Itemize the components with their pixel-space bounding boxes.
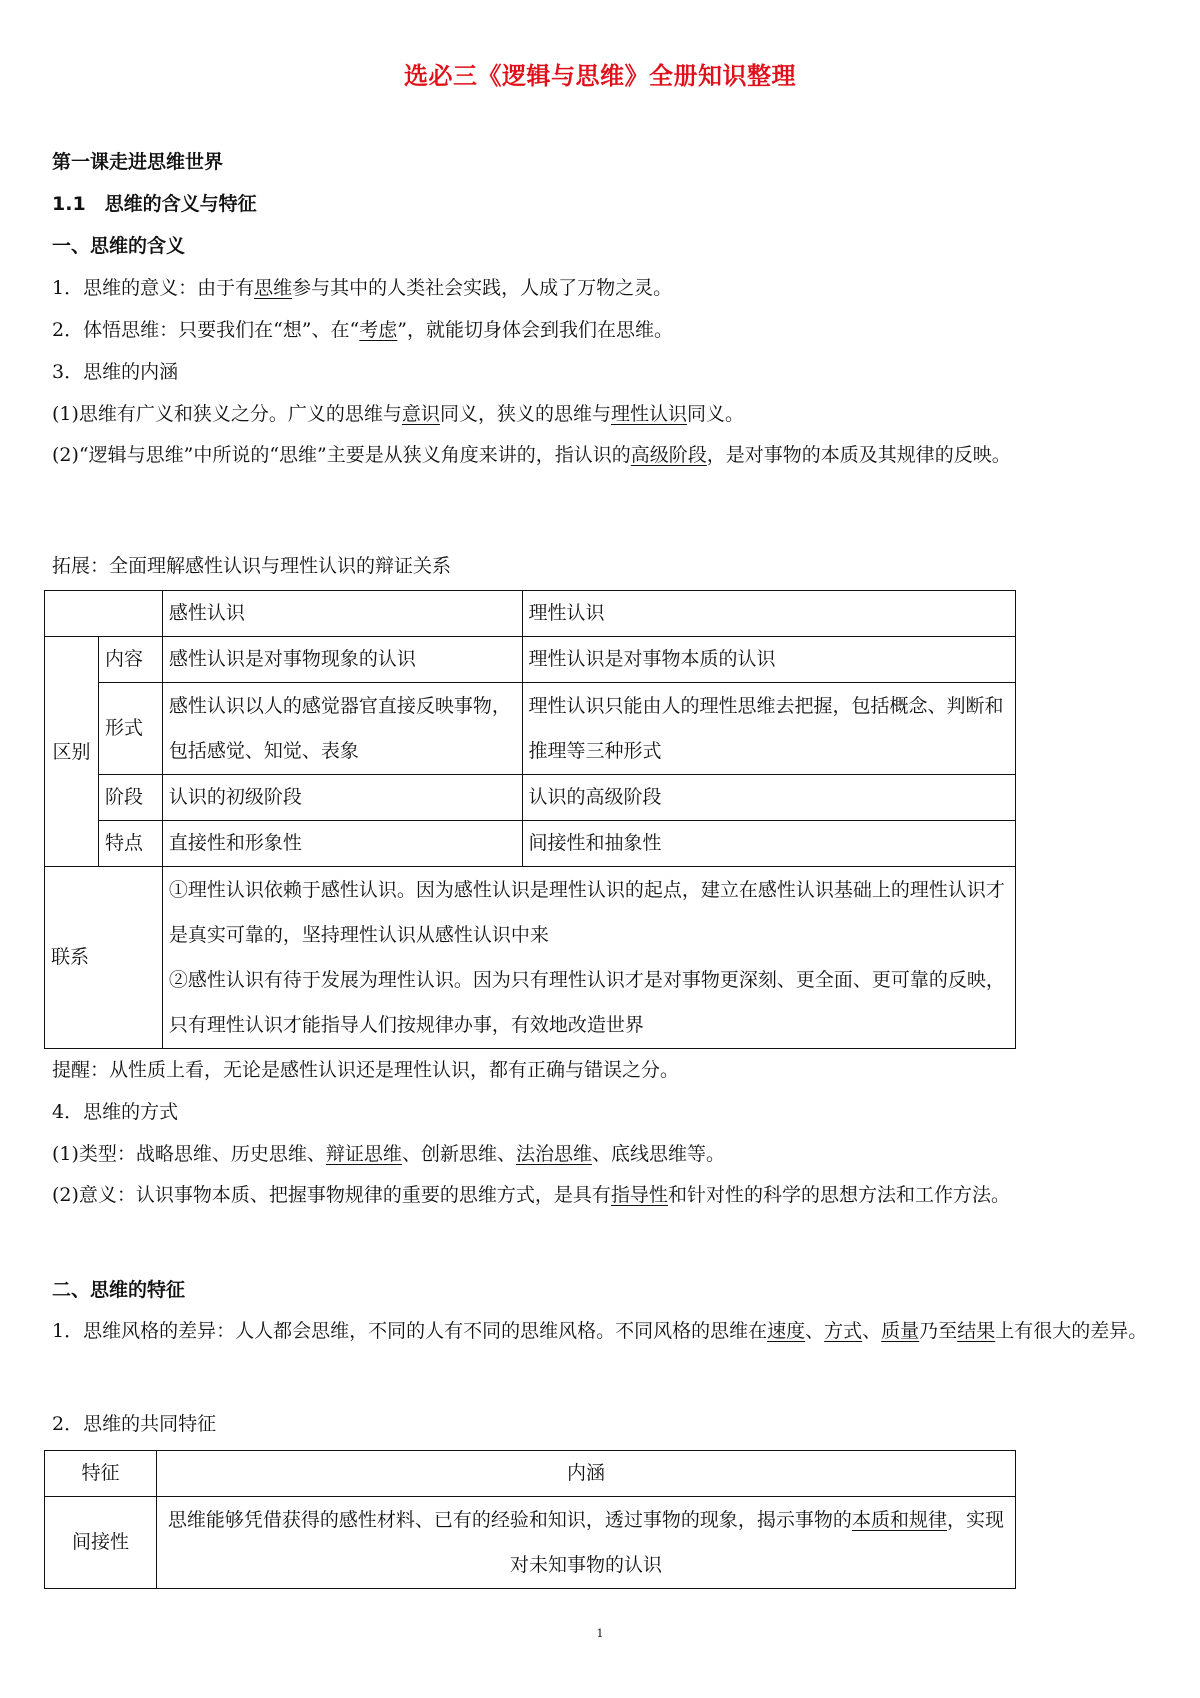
document-title: 选必三《逻辑与思维》全册知识整理 — [404, 62, 796, 90]
header-feature: 特征 — [45, 1451, 157, 1497]
row-key: 内容 — [98, 637, 162, 683]
cell: 理性认识是对事物本质的认识 — [522, 637, 1015, 683]
link-label: 联系 — [45, 867, 163, 1049]
row-key: 间接性 — [45, 1497, 157, 1589]
underlined-term: 结果 — [957, 1320, 996, 1342]
paragraph-item2: 2．体悟思维：只要我们在“想”、在“考虑”，就能切身体会到我们在思维。 — [52, 319, 673, 341]
cell: 感性认识是对事物现象的认识 — [162, 637, 522, 683]
table-row — [45, 775, 1016, 821]
row-key: 阶段 — [98, 775, 162, 821]
table-row — [45, 637, 1016, 683]
page-number: 1 — [596, 1627, 604, 1640]
paragraph-common-features: 2．思维的共同特征 — [52, 1413, 217, 1435]
comparison-table — [44, 590, 1016, 1049]
table-row — [45, 867, 1016, 1049]
cell: 直接性和形象性 — [162, 821, 522, 867]
underlined-term: 指导性 — [610, 1184, 668, 1206]
group-label: 区别 — [45, 637, 99, 867]
paragraph-sub1: (1)思维有广义和狭义之分。广义的思维与意识同义，狭义的思维与理性认识同义。 — [52, 403, 744, 425]
header-perceptual: 感性认识 — [162, 591, 522, 637]
lesson-heading: 第一课走进思维世界 — [52, 151, 224, 173]
paragraph-item3: 3．思维的内涵 — [52, 361, 179, 383]
underlined-term: 理性认识 — [610, 403, 687, 425]
part2-heading: 二、思维的特征 — [52, 1279, 186, 1301]
reminder: 提醒：从性质上看，无论是感性认识还是理性认识，都有正确与错误之分。 — [52, 1059, 680, 1081]
expand-note: 拓展：全面理解感性认识与理性认识的辩证关系 — [52, 555, 452, 577]
paragraph-types: (1)类型：战略思维、历史思维、辩证思维、创新思维、法治思维、底线思维等。 — [52, 1143, 725, 1165]
features-table — [44, 1450, 1016, 1589]
table-row — [45, 1451, 1016, 1497]
paragraph-item4: 4．思维的方式 — [52, 1101, 179, 1123]
underlined-term: 辩证思维 — [325, 1143, 402, 1165]
header-rational: 理性认识 — [522, 591, 1015, 637]
paragraph-style-diff: 1．思维风格的差异：人人都会思维，不同的人有不同的思维风格。不同风格的思维在速度、方式、质量乃至结果上有很大的差异。 — [52, 1320, 1148, 1342]
underlined-term: 高级阶段 — [630, 444, 707, 466]
underlined-term: 本质和规律 — [851, 1508, 947, 1531]
table-row — [45, 1497, 1016, 1589]
paragraph-sub2: (2)“逻辑与思维”中所说的“思维”主要是从狭义角度来讲的，指认识的高级阶段，是对事物的本质及其规律的反映。 — [52, 444, 1011, 466]
table-row — [45, 683, 1016, 775]
paragraph-item1: 1．思维的意义：由于有思维参与其中的人类社会实践，人成了万物之灵。 — [52, 277, 673, 299]
cell: 认识的高级阶段 — [522, 775, 1015, 821]
cell: 感性认识以人的感觉器官直接反映事物，包括感觉、知觉、表象 — [162, 683, 522, 775]
underlined-term: 思维 — [254, 277, 293, 299]
link-cell: ①理性认识依赖于感性认识。因为感性认识是理性认识的起点，建立在感性认识基础上的理性认识才是真实可靠的，坚持理性认识从感性认识中来 ②感性认识有待于发展为理性认识。因为只有理性认识才是对事物更深刻、更全面、更可靠的反映，只有理性认识才能指导人们按规律办事，有效地改造世界 — [162, 867, 1015, 1049]
cell: 思维能够凭借获得的感性材料、已有的经验和知识，透过事物的现象，揭示事物的本质和规律，实现对未知事物的认识 — [156, 1497, 1015, 1589]
header-content: 内涵 — [156, 1451, 1015, 1497]
paragraph-meaning: (2)意义：认识事物本质、把握事物规律的重要的思维方式，是具有指导性和针对性的科学的思想方法和工作方法。 — [52, 1184, 1010, 1206]
underlined-term: 质量 — [881, 1320, 920, 1342]
cell: 认识的初级阶段 — [162, 775, 522, 821]
underlined-term: 意识 — [401, 403, 440, 425]
underlined-term: 速度 — [767, 1320, 806, 1342]
underlined-term: 考虑 — [359, 319, 398, 341]
row-key: 形式 — [98, 683, 162, 775]
row-key: 特点 — [98, 821, 162, 867]
underlined-term: 方式 — [824, 1320, 863, 1342]
part1-heading: 一、思维的含义 — [52, 235, 186, 257]
section-heading: 1.1 思维的含义与特征 — [52, 193, 257, 215]
underlined-term: 法治思维 — [515, 1143, 592, 1165]
cell: 间接性和抽象性 — [522, 821, 1015, 867]
table-row — [45, 591, 1016, 637]
cell: 理性认识只能由人的理性思维去把握，包括概念、判断和推理等三种形式 — [522, 683, 1015, 775]
table-row — [45, 821, 1016, 867]
